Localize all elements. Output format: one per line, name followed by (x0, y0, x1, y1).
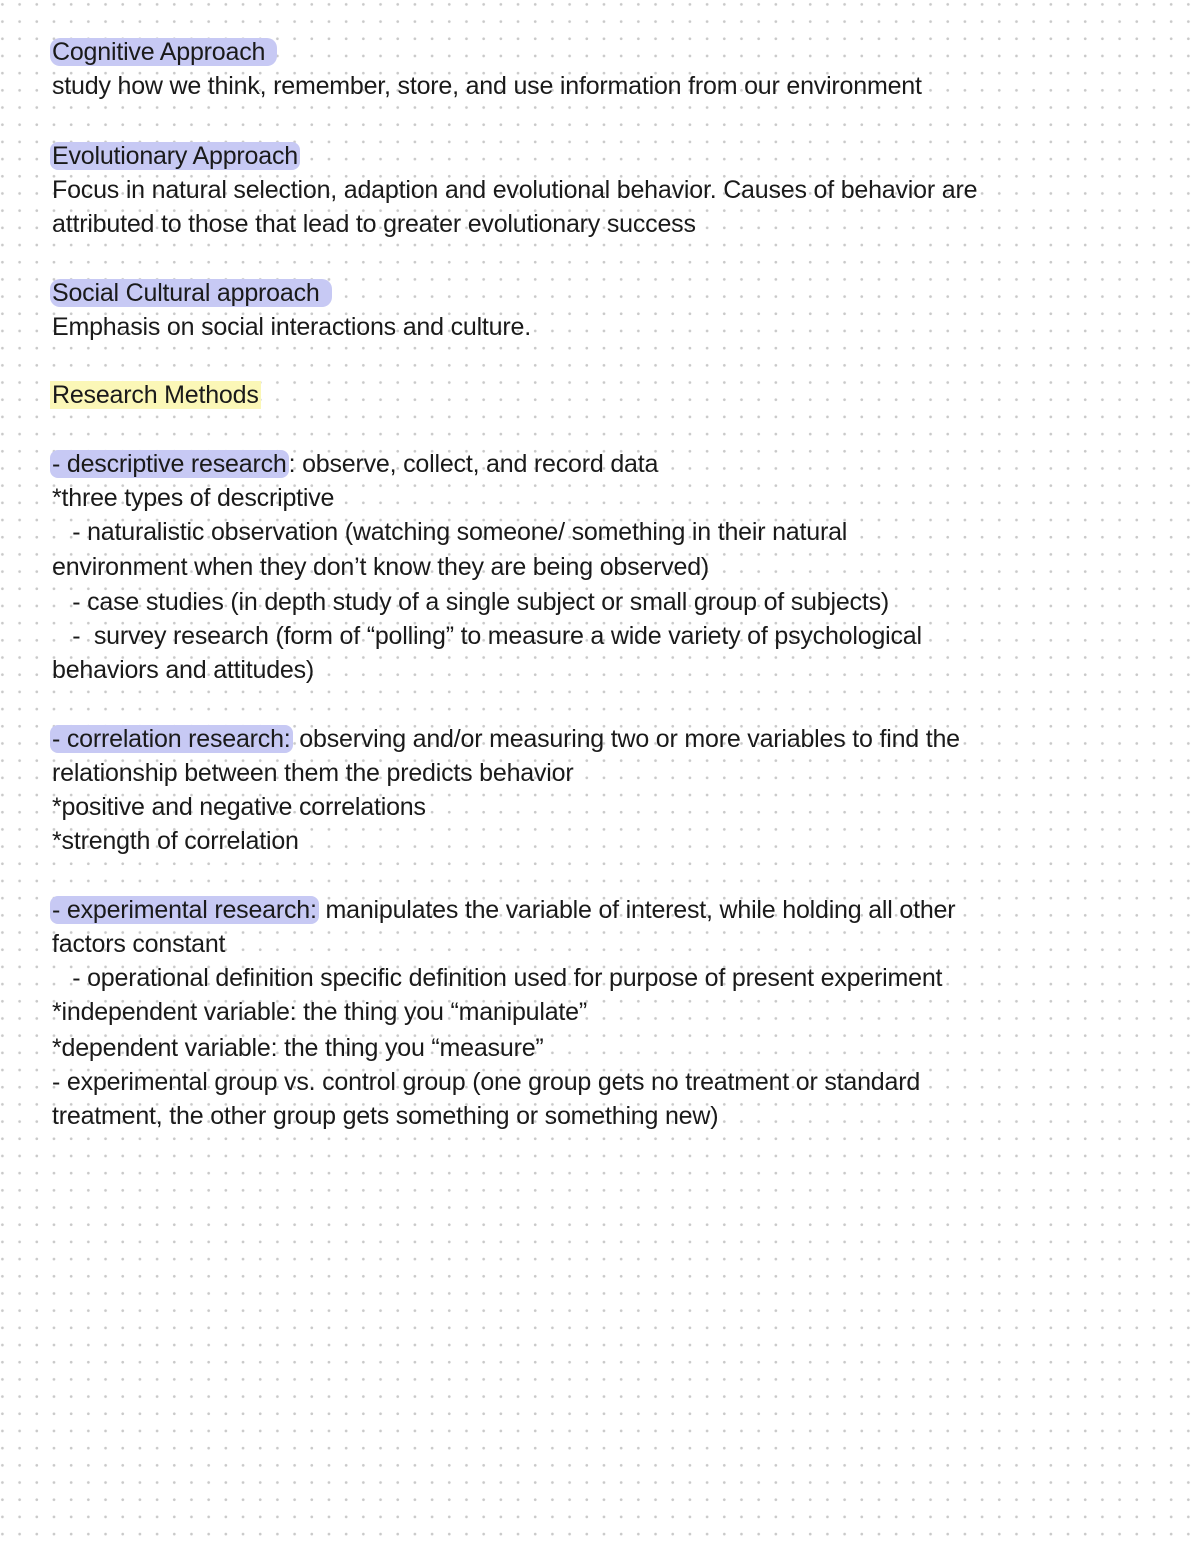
experimental-definition: manipulates the variable of interest, while holding all other (318, 896, 956, 924)
experimental-groups-line-1: - experimental group vs. control group (one group gets no treatment or standard (52, 1068, 921, 1096)
correlation-line (52, 724, 960, 754)
independent-variable-line: *independent variable: the thing you “manipulate” (52, 998, 588, 1026)
experimental-line-2: factors constant (52, 930, 226, 958)
survey-research-line-1: - survey research (form of “polling” to measure a wide variety of psychological (52, 622, 922, 650)
experimental-line (52, 895, 955, 925)
cognitive-heading: Cognitive Approach (50, 38, 277, 66)
evolutionary-text-line-2: attributed to those that lead to greater evolutionary success (52, 210, 696, 238)
descriptive-line (52, 449, 658, 479)
survey-research-line-2: behaviors and attitudes) (52, 656, 315, 684)
social-cultural-heading: Social Cultural approach (50, 279, 332, 307)
correlation-definition: observing and/or measuring two or more variables to find the (292, 725, 960, 753)
cognitive-text: study how we think, remember, store, and use information from our environment (52, 72, 922, 100)
evolutionary-heading-line (52, 141, 300, 171)
case-studies-line: - case studies (in depth study of a single subject or small group of subjects) (52, 588, 889, 616)
evolutionary-heading: Evolutionary Approach (52, 142, 298, 170)
correlation-line-2: relationship between them the predicts behavior (52, 759, 574, 787)
experimental-term: - experimental research: (52, 896, 317, 924)
experimental-groups-line-2: treatment, the other group gets something or something new) (52, 1102, 719, 1130)
social-cultural-text: Emphasis on social interactions and culture. (52, 313, 531, 341)
cognitive-heading-line (52, 37, 277, 67)
research-methods-heading: Research Methods (52, 381, 259, 409)
dependent-variable-line: *dependent variable: the thing you “measure” (52, 1034, 544, 1062)
social-cultural-heading-line (52, 278, 332, 308)
descriptive-term: - descriptive research (52, 450, 287, 478)
research-methods-heading-line (52, 380, 261, 410)
correlation-item-1: *positive and negative correlations (52, 793, 426, 821)
descriptive-types-label: *three types of descriptive (52, 484, 335, 512)
naturalistic-observation-line-1: - naturalistic observation (watching someone/ something in their natural (52, 518, 848, 546)
evolutionary-text-line-1: Focus in natural selection, adaption and evolutional behavior. Causes of behavior are (52, 176, 978, 204)
correlation-item-2: *strength of correlation (52, 827, 299, 855)
correlation-term: - correlation research: (52, 725, 291, 753)
descriptive-definition: : observe, collect, and record data (288, 450, 659, 478)
operational-definition-line: - operational definition specific definition used for purpose of present experiment (52, 964, 943, 992)
naturalistic-observation-line-2: environment when they don’t know they are being observed) (52, 553, 710, 581)
